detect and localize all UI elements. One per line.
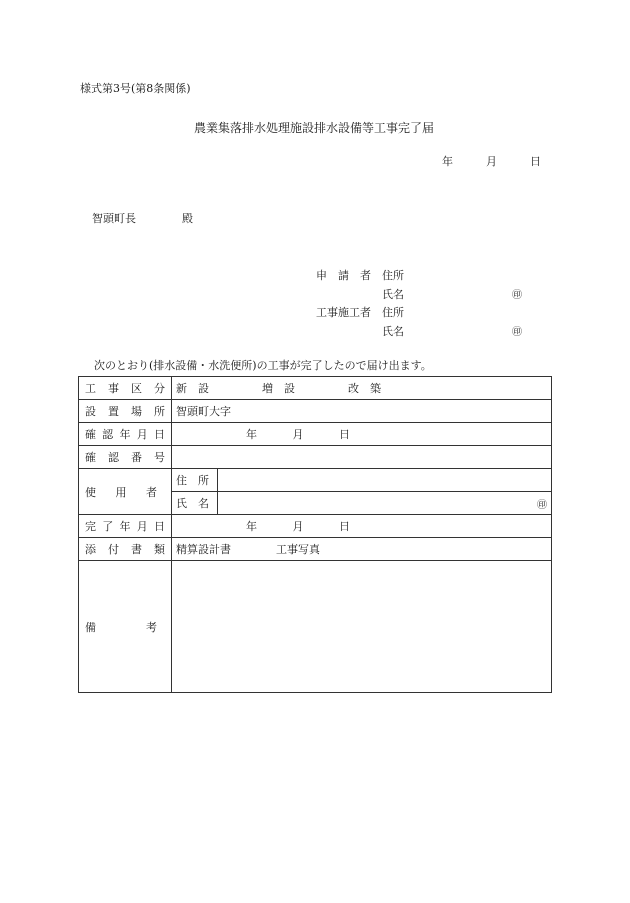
day-label: 日 xyxy=(530,155,541,168)
user-name-field[interactable] xyxy=(218,492,552,515)
remarks-label: 備 考 xyxy=(79,561,172,693)
confirm-date-row xyxy=(79,423,552,446)
contractor-name-label: 氏名 xyxy=(382,325,404,338)
contractor-name-row xyxy=(316,326,522,338)
option-new[interactable]: 新 設 xyxy=(176,382,209,395)
user-address-row xyxy=(79,469,552,492)
year-label: 年 xyxy=(442,155,453,168)
month-label: 月 xyxy=(486,155,497,168)
completion-date-row xyxy=(79,515,552,538)
applicant-address-row xyxy=(316,270,512,281)
applicant-role: 申 請 者 xyxy=(316,269,371,282)
attachments-field[interactable] xyxy=(172,538,552,561)
addressee-honorific: 殿 xyxy=(182,212,193,225)
completion-day: 日 xyxy=(339,520,350,533)
applicant-name-row xyxy=(316,289,522,301)
confirm-day: 日 xyxy=(339,428,350,441)
user-address-field[interactable] xyxy=(218,469,552,492)
remarks-row xyxy=(79,561,552,693)
attachment-settlement-design: 精算設計書 xyxy=(176,543,231,556)
work-type-options[interactable] xyxy=(172,377,552,400)
work-type-row xyxy=(79,377,552,400)
location-label: 設 置 場 所 xyxy=(79,400,172,423)
contractor-address-row xyxy=(316,307,512,318)
option-renovation[interactable]: 改 築 xyxy=(348,382,381,395)
user-label: 使 用 者 xyxy=(79,469,172,515)
user-name-label: 氏 名 xyxy=(172,492,218,515)
confirm-date-label: 確 認 年 月 日 xyxy=(79,423,172,446)
contractor-seal: ㊞ xyxy=(512,327,522,338)
attachments-label: 添 付 書 類 xyxy=(79,538,172,561)
completion-date-field[interactable] xyxy=(172,515,552,538)
completion-month: 月 xyxy=(292,520,304,533)
attachment-photos: 工事写真 xyxy=(276,543,320,556)
completion-form-table xyxy=(78,376,552,693)
remarks-field[interactable] xyxy=(172,561,552,693)
applicant-seal: ㊞ xyxy=(512,290,522,301)
user-seal: ㊞ xyxy=(537,499,547,511)
contractor-address-label: 住所 xyxy=(382,306,404,319)
addressee xyxy=(92,213,193,224)
submission-date xyxy=(442,156,541,167)
confirm-date-field[interactable] xyxy=(172,423,552,446)
confirm-number-label: 確 認 番 号 xyxy=(79,446,172,469)
contractor-role: 工事施工者 xyxy=(316,306,371,319)
intro-text: 次のとおり(排水設備・水洗便所)の工事が完了したので届け出ます。 xyxy=(94,359,432,372)
confirm-month: 月 xyxy=(292,428,304,441)
completion-date-label: 完 了 年 月 日 xyxy=(79,515,172,538)
location-field[interactable]: 智頭町大字 xyxy=(172,400,552,423)
completion-year: 年 xyxy=(246,520,257,533)
confirm-number-field[interactable] xyxy=(172,446,552,469)
attachments-row xyxy=(79,538,552,561)
option-extension[interactable]: 増 設 xyxy=(262,382,295,395)
confirm-number-row xyxy=(79,446,552,469)
document-title: 農業集落排水処理施設排水設備等工事完了届 xyxy=(194,121,435,135)
user-address-label: 住 所 xyxy=(172,469,218,492)
addressee-name: 智頭町長 xyxy=(92,212,136,225)
applicant-address-label: 住所 xyxy=(382,269,404,282)
work-type-label: 工 事 区 分 xyxy=(79,377,172,400)
form-number: 様式第3号(第8条関係) xyxy=(80,82,191,95)
applicant-name-label: 氏名 xyxy=(382,288,404,301)
confirm-year: 年 xyxy=(246,428,257,441)
location-row xyxy=(79,400,552,423)
